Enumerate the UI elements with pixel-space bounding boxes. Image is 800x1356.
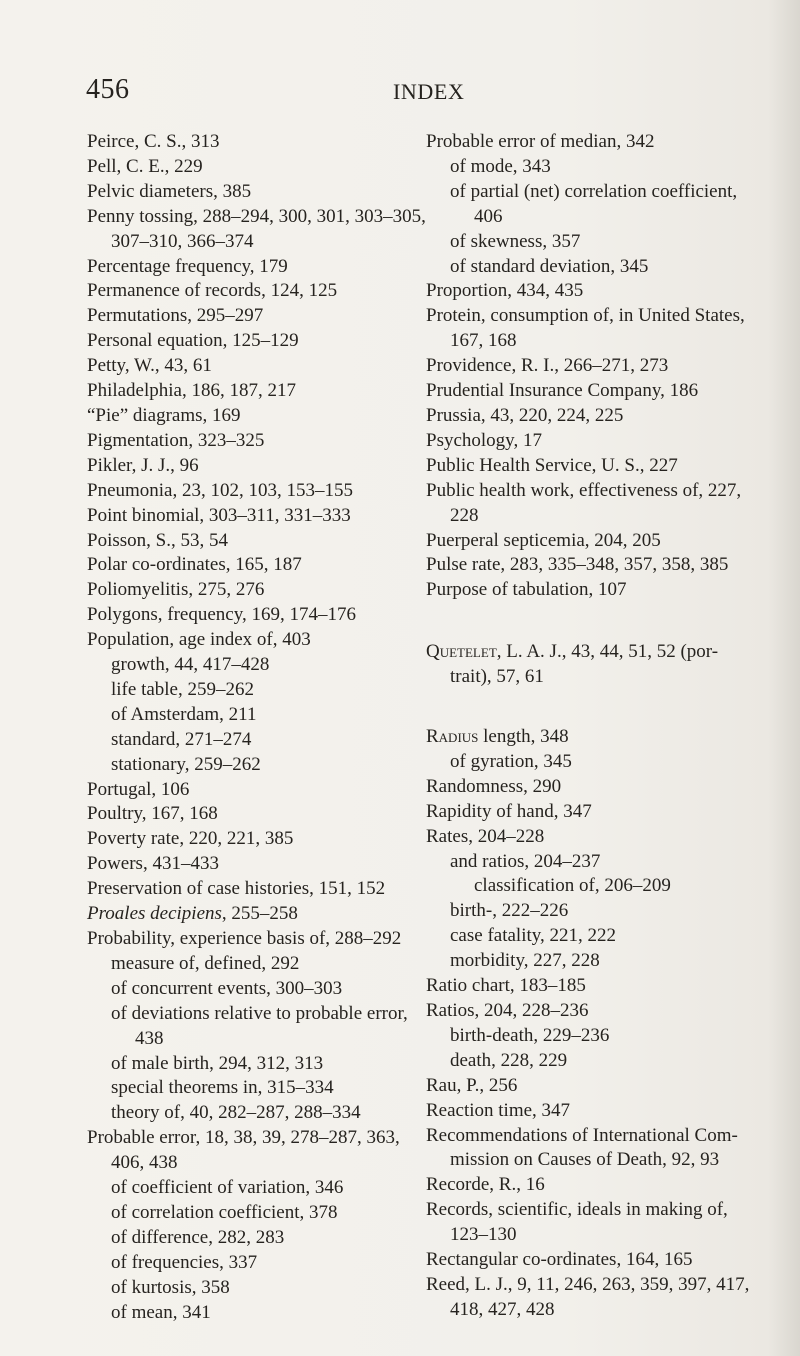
index-entry bbox=[426, 1198, 741, 1248]
index-entry bbox=[87, 404, 402, 429]
entry-continuation: mission on Causes of Death, 92, 93 bbox=[450, 1149, 720, 1171]
index-subentry bbox=[87, 1301, 402, 1326]
index-column-left bbox=[87, 130, 426, 1326]
entry-text: and ratios, 204–237 bbox=[450, 850, 601, 872]
entry-continuation: 307–310, 366–374 bbox=[111, 230, 254, 252]
index-entry bbox=[87, 454, 402, 479]
letter-group-gap bbox=[426, 603, 741, 640]
index-entry bbox=[87, 479, 402, 504]
entry-text: of partial (net) correlation coefficient, bbox=[450, 180, 738, 202]
entry-continuation: 167, 168 bbox=[450, 330, 517, 352]
entry-text: “Pie” diagrams, 169 bbox=[87, 404, 241, 426]
entry-text: death, 228, 229 bbox=[450, 1049, 568, 1071]
index-entry bbox=[426, 999, 741, 1024]
index-entry bbox=[87, 877, 402, 902]
running-title: INDEX bbox=[393, 79, 465, 104]
index-entry bbox=[87, 778, 402, 803]
entry-references: length, 348 bbox=[478, 726, 569, 748]
index-entry bbox=[87, 354, 402, 379]
index-entry bbox=[87, 628, 402, 653]
index-subentry bbox=[426, 899, 741, 924]
entry-continuation: 418, 427, 428 bbox=[450, 1298, 555, 1320]
index-entry bbox=[426, 553, 741, 578]
entry-text: Probable error of median, 342 bbox=[426, 131, 655, 152]
entry-text: Pelvic diameters, 385 bbox=[87, 180, 252, 202]
entry-text: of difference, 282, 283 bbox=[111, 1226, 285, 1248]
index-entry bbox=[426, 974, 741, 999]
index-subentry bbox=[87, 653, 402, 678]
entry-text: Personal equation, 125–129 bbox=[87, 330, 299, 352]
index-entry bbox=[426, 1248, 741, 1273]
index-entry bbox=[426, 404, 741, 429]
entry-text: Reaction time, 347 bbox=[426, 1099, 571, 1121]
entry-text: Pigmentation, 323–325 bbox=[87, 429, 265, 451]
index-entry bbox=[87, 852, 402, 877]
entry-text: Rapidity of hand, 347 bbox=[426, 800, 592, 822]
entry-heading: Quetelet bbox=[426, 641, 497, 663]
index-entry bbox=[426, 279, 741, 304]
entry-text: Recommendations of International Com- bbox=[426, 1124, 738, 1146]
entry-text: Polar co-ordinates, 165, 187 bbox=[87, 554, 302, 576]
index-entry bbox=[426, 130, 741, 155]
entry-text: Public health work, effectiveness of, 227, bbox=[426, 479, 742, 501]
index-entry bbox=[426, 454, 741, 479]
entry-text: of frequencies, 337 bbox=[111, 1251, 258, 1273]
index-subentry bbox=[426, 949, 741, 974]
index-subentry bbox=[87, 1251, 402, 1276]
entry-text: case fatality, 221, 222 bbox=[450, 925, 617, 947]
entry-text: of gyration, 345 bbox=[450, 750, 572, 772]
entry-text: Ratio chart, 183–185 bbox=[426, 975, 586, 997]
entry-text: Powers, 431–433 bbox=[87, 853, 219, 875]
entry-references: , 255–258 bbox=[221, 903, 298, 925]
entry-text: Poliomyelitis, 275, 276 bbox=[87, 579, 265, 601]
index-column-right bbox=[426, 130, 750, 1323]
entry-text: Probability, experience basis of, 288–292 bbox=[87, 928, 402, 949]
index-subentry bbox=[87, 1076, 402, 1101]
index-entry bbox=[87, 827, 402, 852]
entry-text: of male birth, 294, 312, 313 bbox=[111, 1052, 324, 1074]
entry-continuation: 438 bbox=[135, 1027, 164, 1049]
entry-continuation: 123–130 bbox=[450, 1224, 517, 1246]
index-entry bbox=[87, 130, 402, 155]
index-entry bbox=[87, 1126, 402, 1176]
index-subentry bbox=[87, 977, 402, 1002]
index-entry bbox=[87, 529, 402, 554]
entry-references: , L. A. J., 43, 44, 51, 52 (por- bbox=[496, 641, 719, 663]
index-entry bbox=[426, 800, 741, 825]
entry-text: of Amsterdam, 211 bbox=[111, 703, 257, 725]
entry-text: of mean, 341 bbox=[111, 1301, 211, 1323]
entry-text: Point binomial, 303–311, 331–333 bbox=[87, 504, 351, 526]
entry-text: Randomness, 290 bbox=[426, 775, 562, 797]
entry-text: Public Health Service, U. S., 227 bbox=[426, 454, 678, 476]
index-entry bbox=[426, 479, 741, 529]
index-subentry bbox=[87, 1201, 402, 1226]
index-entry bbox=[87, 927, 402, 952]
entry-text: of skewness, 357 bbox=[450, 230, 581, 252]
entry-text: Permutations, 295–297 bbox=[87, 305, 264, 327]
entry-text: Portugal, 106 bbox=[87, 778, 190, 800]
index-subentry bbox=[426, 255, 741, 280]
entry-text: Pikler, J. J., 96 bbox=[87, 454, 199, 476]
entry-text: Polygons, frequency, 169, 174–176 bbox=[87, 604, 356, 626]
entry-text: Pell, C. E., 229 bbox=[87, 155, 203, 177]
entry-text: Poultry, 167, 168 bbox=[87, 803, 218, 825]
entry-text: Purpose of tabulation, 107 bbox=[426, 579, 627, 601]
entry-text: stationary, 259–262 bbox=[111, 753, 261, 775]
entry-text: of correlation coefficient, 378 bbox=[111, 1201, 338, 1223]
entry-continuation: 406 bbox=[474, 205, 503, 227]
entry-text: Peirce, C. S., 313 bbox=[87, 131, 220, 152]
index-subentry bbox=[426, 1049, 741, 1074]
index-entry bbox=[87, 180, 402, 205]
index-entry bbox=[87, 304, 402, 329]
entry-text: special theorems in, 315–334 bbox=[111, 1077, 334, 1099]
index-entry bbox=[426, 1124, 741, 1174]
index-subentry bbox=[87, 753, 402, 778]
index-subentry bbox=[426, 230, 741, 255]
page-number: 456 bbox=[86, 74, 130, 105]
index-subentry bbox=[87, 678, 402, 703]
entry-text: Pneumonia, 23, 102, 103, 153–155 bbox=[87, 479, 353, 501]
index-entry bbox=[426, 529, 741, 554]
entry-continuation: 406, 438 bbox=[111, 1152, 178, 1174]
entry-continuation: trait), 57, 61 bbox=[450, 666, 544, 688]
entry-text: of coefficient of variation, 346 bbox=[111, 1177, 344, 1199]
entry-text: Proportion, 434, 435 bbox=[426, 280, 584, 302]
index-entry bbox=[87, 279, 402, 304]
entry-text: classification of, 206–209 bbox=[474, 875, 671, 897]
entry-continuation: 228 bbox=[450, 504, 479, 526]
index-subentry bbox=[87, 703, 402, 728]
index-subentry bbox=[87, 1101, 402, 1126]
index-subentry bbox=[426, 850, 741, 875]
entry-text: Recorde, R., 16 bbox=[426, 1174, 545, 1196]
index-entry bbox=[87, 429, 402, 454]
index-subentry bbox=[87, 1176, 402, 1201]
entry-text: Probable error, 18, 38, 39, 278–287, 363, bbox=[87, 1127, 400, 1149]
entry-text: Records, scientific, ideals in making of, bbox=[426, 1199, 728, 1221]
entry-text: Protein, consumption of, in United States, bbox=[426, 305, 745, 327]
entry-text: Ratios, 204, 228–236 bbox=[426, 1000, 589, 1021]
entry-text: morbidity, 227, 228 bbox=[450, 950, 600, 972]
index-subentry bbox=[426, 1024, 741, 1049]
entry-text: Puerperal septicemia, 204, 205 bbox=[426, 529, 661, 551]
entry-text: Philadelphia, 186, 187, 217 bbox=[87, 380, 296, 402]
entry-text: Poisson, S., 53, 54 bbox=[87, 529, 228, 551]
entry-text: Rectangular co-ordinates, 164, 165 bbox=[426, 1249, 693, 1271]
entry-text: Providence, R. I., 266–271, 273 bbox=[426, 355, 669, 377]
index-entry bbox=[87, 553, 402, 578]
entry-text: Psychology, 17 bbox=[426, 429, 542, 451]
index-entry bbox=[426, 1074, 741, 1099]
entry-heading: Radius bbox=[426, 726, 479, 748]
entry-text: growth, 44, 417–428 bbox=[111, 654, 270, 676]
entry-text: Pulse rate, 283, 335–348, 357, 358, 385 bbox=[426, 554, 729, 576]
index-subentry bbox=[426, 924, 741, 949]
index-subentry bbox=[87, 952, 402, 977]
index-entry bbox=[87, 329, 402, 354]
index-subentry bbox=[87, 1276, 402, 1301]
index-entry bbox=[87, 205, 426, 255]
index-entry bbox=[426, 725, 741, 750]
index-entry bbox=[87, 902, 402, 927]
entry-text: Penny tossing, 288–294, 300, 301, 303–305, bbox=[87, 205, 426, 227]
index-subentry bbox=[426, 155, 741, 180]
entry-text: of deviations relative to probable error, bbox=[111, 1002, 408, 1024]
index-entry bbox=[426, 775, 741, 800]
index-entry bbox=[426, 640, 741, 690]
entry-text: of kurtosis, 358 bbox=[111, 1276, 230, 1298]
index-entry bbox=[87, 379, 402, 404]
index-entry bbox=[87, 603, 402, 628]
entry-text: standard, 271–274 bbox=[111, 728, 252, 750]
entry-text: measure of, defined, 292 bbox=[111, 952, 300, 974]
entry-text: of mode, 343 bbox=[450, 155, 551, 177]
index-subentry bbox=[426, 180, 741, 230]
index-entry bbox=[87, 504, 402, 529]
index-subentry bbox=[426, 874, 741, 899]
index-subentry bbox=[426, 750, 741, 775]
index-entry bbox=[426, 304, 745, 354]
entry-heading: Proales decipiens bbox=[87, 903, 222, 925]
index-entry bbox=[426, 379, 741, 404]
index-subentry bbox=[87, 1226, 402, 1251]
entry-text: Population, age index of, 403 bbox=[87, 629, 311, 651]
index-entry bbox=[426, 1099, 741, 1124]
index-entry bbox=[426, 1173, 741, 1198]
entry-text: Prussia, 43, 220, 224, 225 bbox=[426, 404, 624, 426]
entry-text: Percentage frequency, 179 bbox=[87, 255, 288, 277]
running-head bbox=[86, 74, 700, 110]
index-entry bbox=[87, 802, 402, 827]
index-subentry bbox=[87, 1002, 408, 1052]
entry-text: Rates, 204–228 bbox=[426, 825, 545, 847]
entry-text: life table, 259–262 bbox=[111, 678, 254, 700]
entry-text: Poverty rate, 220, 221, 385 bbox=[87, 828, 294, 850]
letter-group-gap bbox=[426, 690, 741, 725]
index-entry bbox=[87, 578, 402, 603]
index-entry bbox=[426, 429, 741, 454]
index-entry bbox=[426, 825, 741, 850]
entry-text: Rau, P., 256 bbox=[426, 1074, 518, 1096]
index-subentry bbox=[87, 728, 402, 753]
index-entry bbox=[426, 354, 741, 379]
index-entry bbox=[87, 155, 402, 180]
entry-text: Reed, L. J., 9, 11, 246, 263, 359, 397, 417, bbox=[426, 1273, 750, 1295]
entry-text: birth-death, 229–236 bbox=[450, 1024, 610, 1046]
entry-text: birth-, 222–226 bbox=[450, 900, 569, 922]
index-entry bbox=[426, 1273, 750, 1323]
entry-text: of concurrent events, 300–303 bbox=[111, 977, 343, 999]
entry-text: theory of, 40, 282–287, 288–334 bbox=[111, 1102, 361, 1124]
index-entry bbox=[87, 255, 402, 280]
entry-text: Permanence of records, 124, 125 bbox=[87, 280, 338, 302]
entry-text: Petty, W., 43, 61 bbox=[87, 355, 212, 377]
entry-text: Preservation of case histories, 151, 152 bbox=[87, 878, 386, 900]
index-entry bbox=[426, 578, 741, 603]
entry-text: of standard deviation, 345 bbox=[450, 255, 649, 277]
entry-text: Prudential Insurance Company, 186 bbox=[426, 380, 699, 402]
index-subentry bbox=[87, 1052, 402, 1077]
